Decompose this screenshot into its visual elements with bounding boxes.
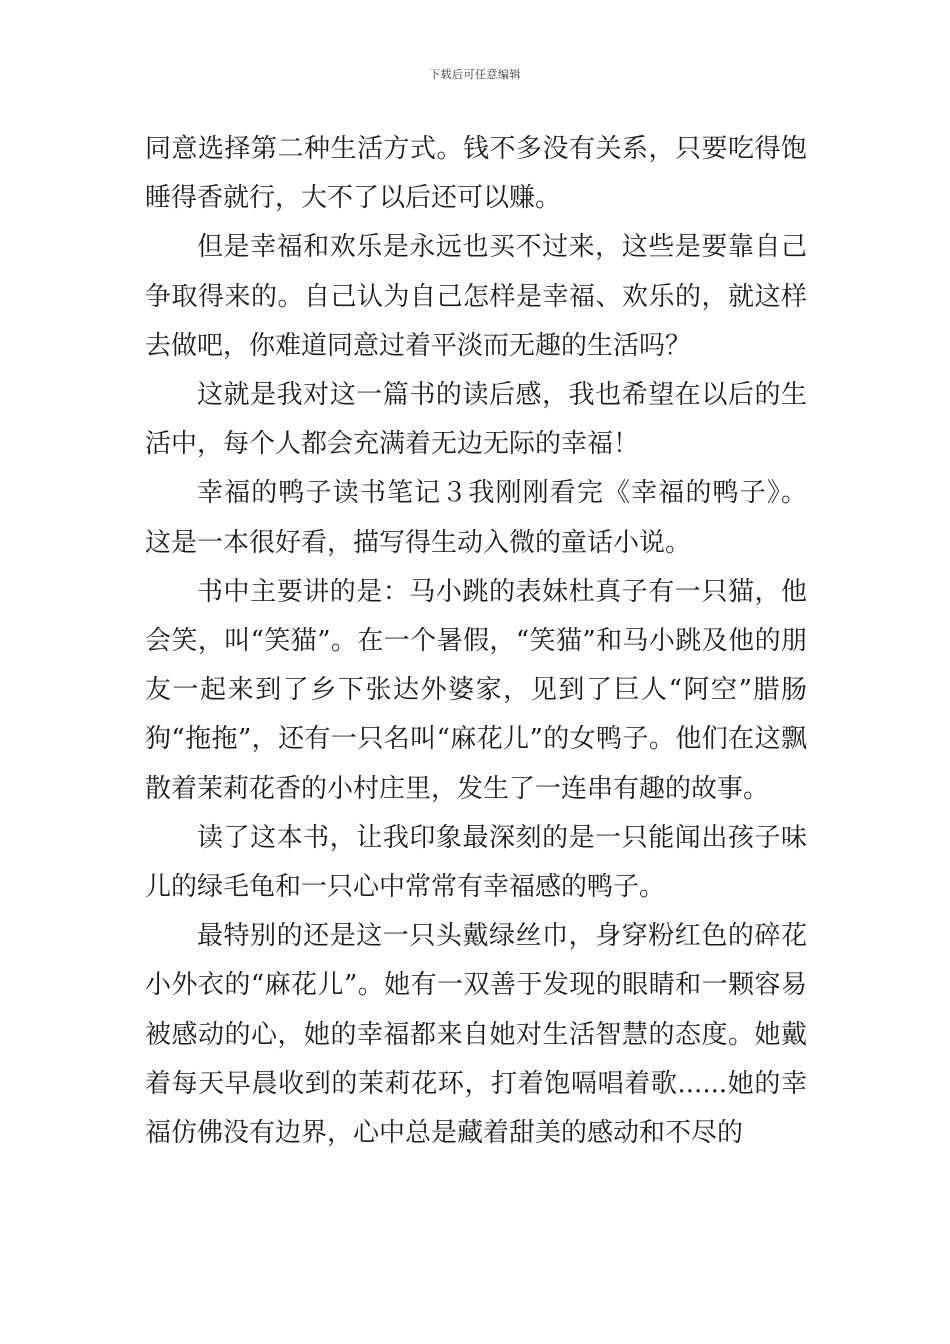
header-note: 下载后可任意编辑 xyxy=(429,68,521,81)
paragraph-5: 书中主要讲的是：马小跳的表妹杜真子有一只猫，他会笑，叫“笑猫”。在一个暑假，“笑猫”和马小跳及他的朋友一起来到了乡下张达外婆家，见到了巨人“阿空”腊肠狗“拖拖”，还有一只名叫“麻花儿”的女鸭子。他们在这飘散着茉莉花香的小村庄里，发生了一连串有趣的故事。 xyxy=(145,576,807,804)
paragraph-7: 最特别的还是这一只头戴绿丝巾，身穿粉红色的碎花小外衣的“麻花儿”。她有一双善于发现的眼睛和一颗容易被感动的心，她的幸福都来自她对生活智慧的态度。她戴着每天早晨收到的茉莉花环，打着饱嗝唱着歌......她的幸福仿佛没有边界，心中总是藏着甜美的感动和不尽的 xyxy=(145,921,807,1149)
paragraph-2: 但是幸福和欢乐是永远也买不过来，这些是要靠自己争取得来的。自己认为自己怎样是幸福、欢乐的，就这样去做吧，你难道同意过着平淡而无趣的生活吗？ xyxy=(145,232,807,361)
paragraph-4: 幸福的鸭子读书笔记３我刚刚看完《幸福的鸭子》。这是一本很好看，描写得生动入微的童话小说。 xyxy=(145,478,807,558)
paragraph-1: 同意选择第二种生活方式。钱不多没有关系，只要吃得饱睡得香就行，大不了以后还可以赚。 xyxy=(145,134,807,214)
body-text xyxy=(145,125,807,1158)
paragraph-3: 这就是我对这一篇书的读后感，我也希望在以后的生活中，每个人都会充满着无边无际的幸福！ xyxy=(145,380,807,460)
paragraph-6: 读了这本书，让我印象最深刻的是一只能闻出孩子味儿的绿毛龟和一只心中常常有幸福感的鸭子。 xyxy=(145,822,807,903)
